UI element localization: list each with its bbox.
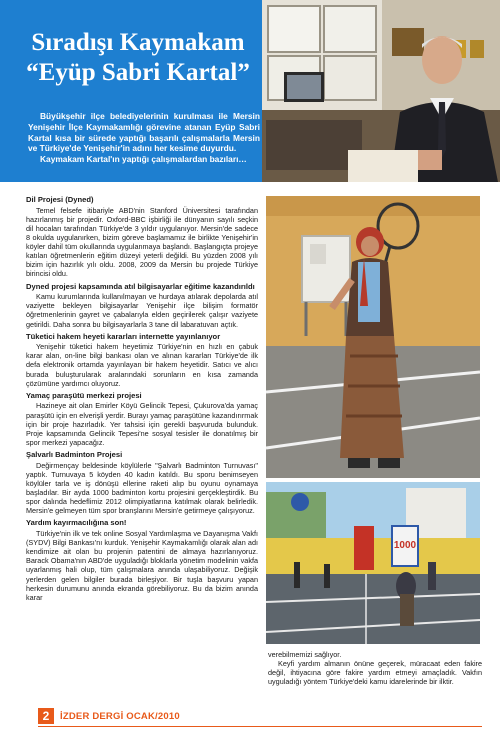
article-body-right [268,650,482,687]
badminton-court-photo [266,482,480,644]
section-heading: Tüketici hakem heyeti kararları internette yayınlanıyor [26,331,221,341]
intro-paragraph: Kaymakam Kartal'ın yaptığı çalışmalardan bazıları… [40,154,247,164]
page-number: 2 [38,708,54,724]
portrait-photo-illustration [262,0,500,182]
closing-paragraph: Keyfi yardım almanın önüne geçerek, müracaat eden fakire değil, ihtiyacına göre fakire yardım etmeyi amaçladık. Vakfın uyguladığı yöntem Türkiye'deki kamu idarelerinde bir ilktir. [268,659,482,687]
section-heading: Şalvarlı Badminton Projesi [26,450,123,459]
section-heading: Dyned projesi kapsamında atıl bilgisayarlar eğitime kazandırıldı [26,281,255,291]
section-heading: Yardım kayırmacılığına son! [26,518,127,528]
section-text: Kamu kurumlarında kullanılmayan ve hurdaya atılarak depolarda atıl vaziyette bekleyen bilgisayarlar Yenişehir ilçe bilişim formatör öğretmenlerinin gayret ve çabalarıyla elden geçirilerek çalışır vaziyete getirildi. Daha sonra bu bilgisayarlarla 3 tane dil labaratuvarı açtık. [26,292,258,329]
section-text: Temel felsefe itibariyle ABD'nin Stanford Üniversitesi tarafından hazırlanmış bir projedir. Oxford-BBC işbirliği ile dünyanın sayılı seçkin dil hocaları tarafından Türkiye'de 3 yıldır uygulanıyor. Mersin'de sadece 8 okulda uygulanırken, bizim göreve başlamamız ile birlikte Yenişehir'in köyler dahil tüm okullarında uygulanmaya başlandı. Başlangıçta projeye katılan öğretmenlerin eğitim düzeyi yeterli değildi. Bu yüzden 2008 yılı bizim için hazırlık yılı oldu. 2008, 2009 da Mersin bu projede Türkiye birincisi oldu. [26,205,258,279]
section-heading: Dil Projesi (Dyned) [26,195,94,204]
banner-number: 1000 [393,540,417,551]
magazine-issue: İZDER DERGİ OCAK/2010 [60,710,180,722]
section-text: Hazineye ait olan Emirler Köyü Gelincik Tepesi, Çukurova'da yamaç paraşütü için en elverişli yerdir. Burayı yamaç paraşütüne kazandırırmak için bir proje hazırladık. Yer tahsisi için gerekli başvuruda bulunduk. Proje kapsamında Gelincik Tepesi'ne sosyal tesisler ile donatılmış bir spor merkezi yapacağız. [26,401,258,447]
page-footer [38,707,180,725]
article-body-left [26,192,258,602]
footer-rule [38,726,482,727]
section-text: Türkiye'nin ilk ve tek online Sosyal Yardımlaşma ve Dayanışma Vakfı (SYDV) Bilgi Bankası'nı kurduk. Yenişehir Kaymakamlığı olarak alan adı kendimize ait olan bu projenin patentini de almaya hazırlanıyoruz. Barack Obama'nın ABD'de uyguladığı bloklarla yönetim modelinin vakfa uyarlanmış hali olup, tüm çalışmalara anında ulaşabiliyoruz. Değişik yerlerden gelen bilgiler burada birleşiyor. Bir tuşla başvuru yapan herkesin durumunu anında ekranda görebiliyoruz. Bu da bizim anında karar [26,528,258,602]
portrait-photo [262,0,500,182]
continued-text: verebilmemizi sağlıyor. [268,650,342,659]
badminton-woman-illustration [266,196,480,478]
intro-paragraph: Büyükşehir ilçe belediyelerinin kurulması ile Mersin Yenişehir İlçe Kaymakamlığı görevine atanan Eyüp Sabri Kartal kısa bir sürede yaptığı başarılı çalışmalarla Mersin ve Türkiye'de Yenişehir'in adını her kesime duyurdu. [28,111,260,154]
badminton-court-illustration [266,482,480,644]
badminton-woman-photo [266,196,480,478]
article-title [18,28,258,87]
section-text: Değirmençay beldesinde köylülerle "Şalvarlı Badminton Turnuvası" yaptık. Turnuvaya 5 köyden 40 kadın katıldı. Bu sporu benimseyen köylüler tarla ve iş dönüşü ellerine raketi alıp bu oyunu oynamaya başladılar. Bir ayda 1000 badminton kortu projesini gerçekleştirdik. Bu spor dalında hedeflimiz 2012 olimpiyatlarına katılmak olarak belirledik. Mersin'e gelmeyen tüm spor branşlarını Mersin'e getirmeye çalışıyoruz. [26,460,258,516]
title-line-2: “Eyüp Sabri Kartal” [26,58,250,86]
section-text: Yenişehir tüketici hakem heyetimiz Türkiye'nin en hızlı en çabuk karar alan, on-line bilgi bankası olan ve alınan kararları Türkiye'de ilk defa elektronik ortamda yayınlayan bir hakem heyetidir. Satıcı ve alıcı burada buluşturularak aralarındaki sorunların en kısa zamanda çözümüne yardımcı oluyoruz. [26,342,258,388]
title-line-1: Sıradışı Kaymakam [31,29,245,56]
article-intro [28,111,260,165]
section-heading: Yamaç paraşütü merkezi projesi [26,390,142,400]
